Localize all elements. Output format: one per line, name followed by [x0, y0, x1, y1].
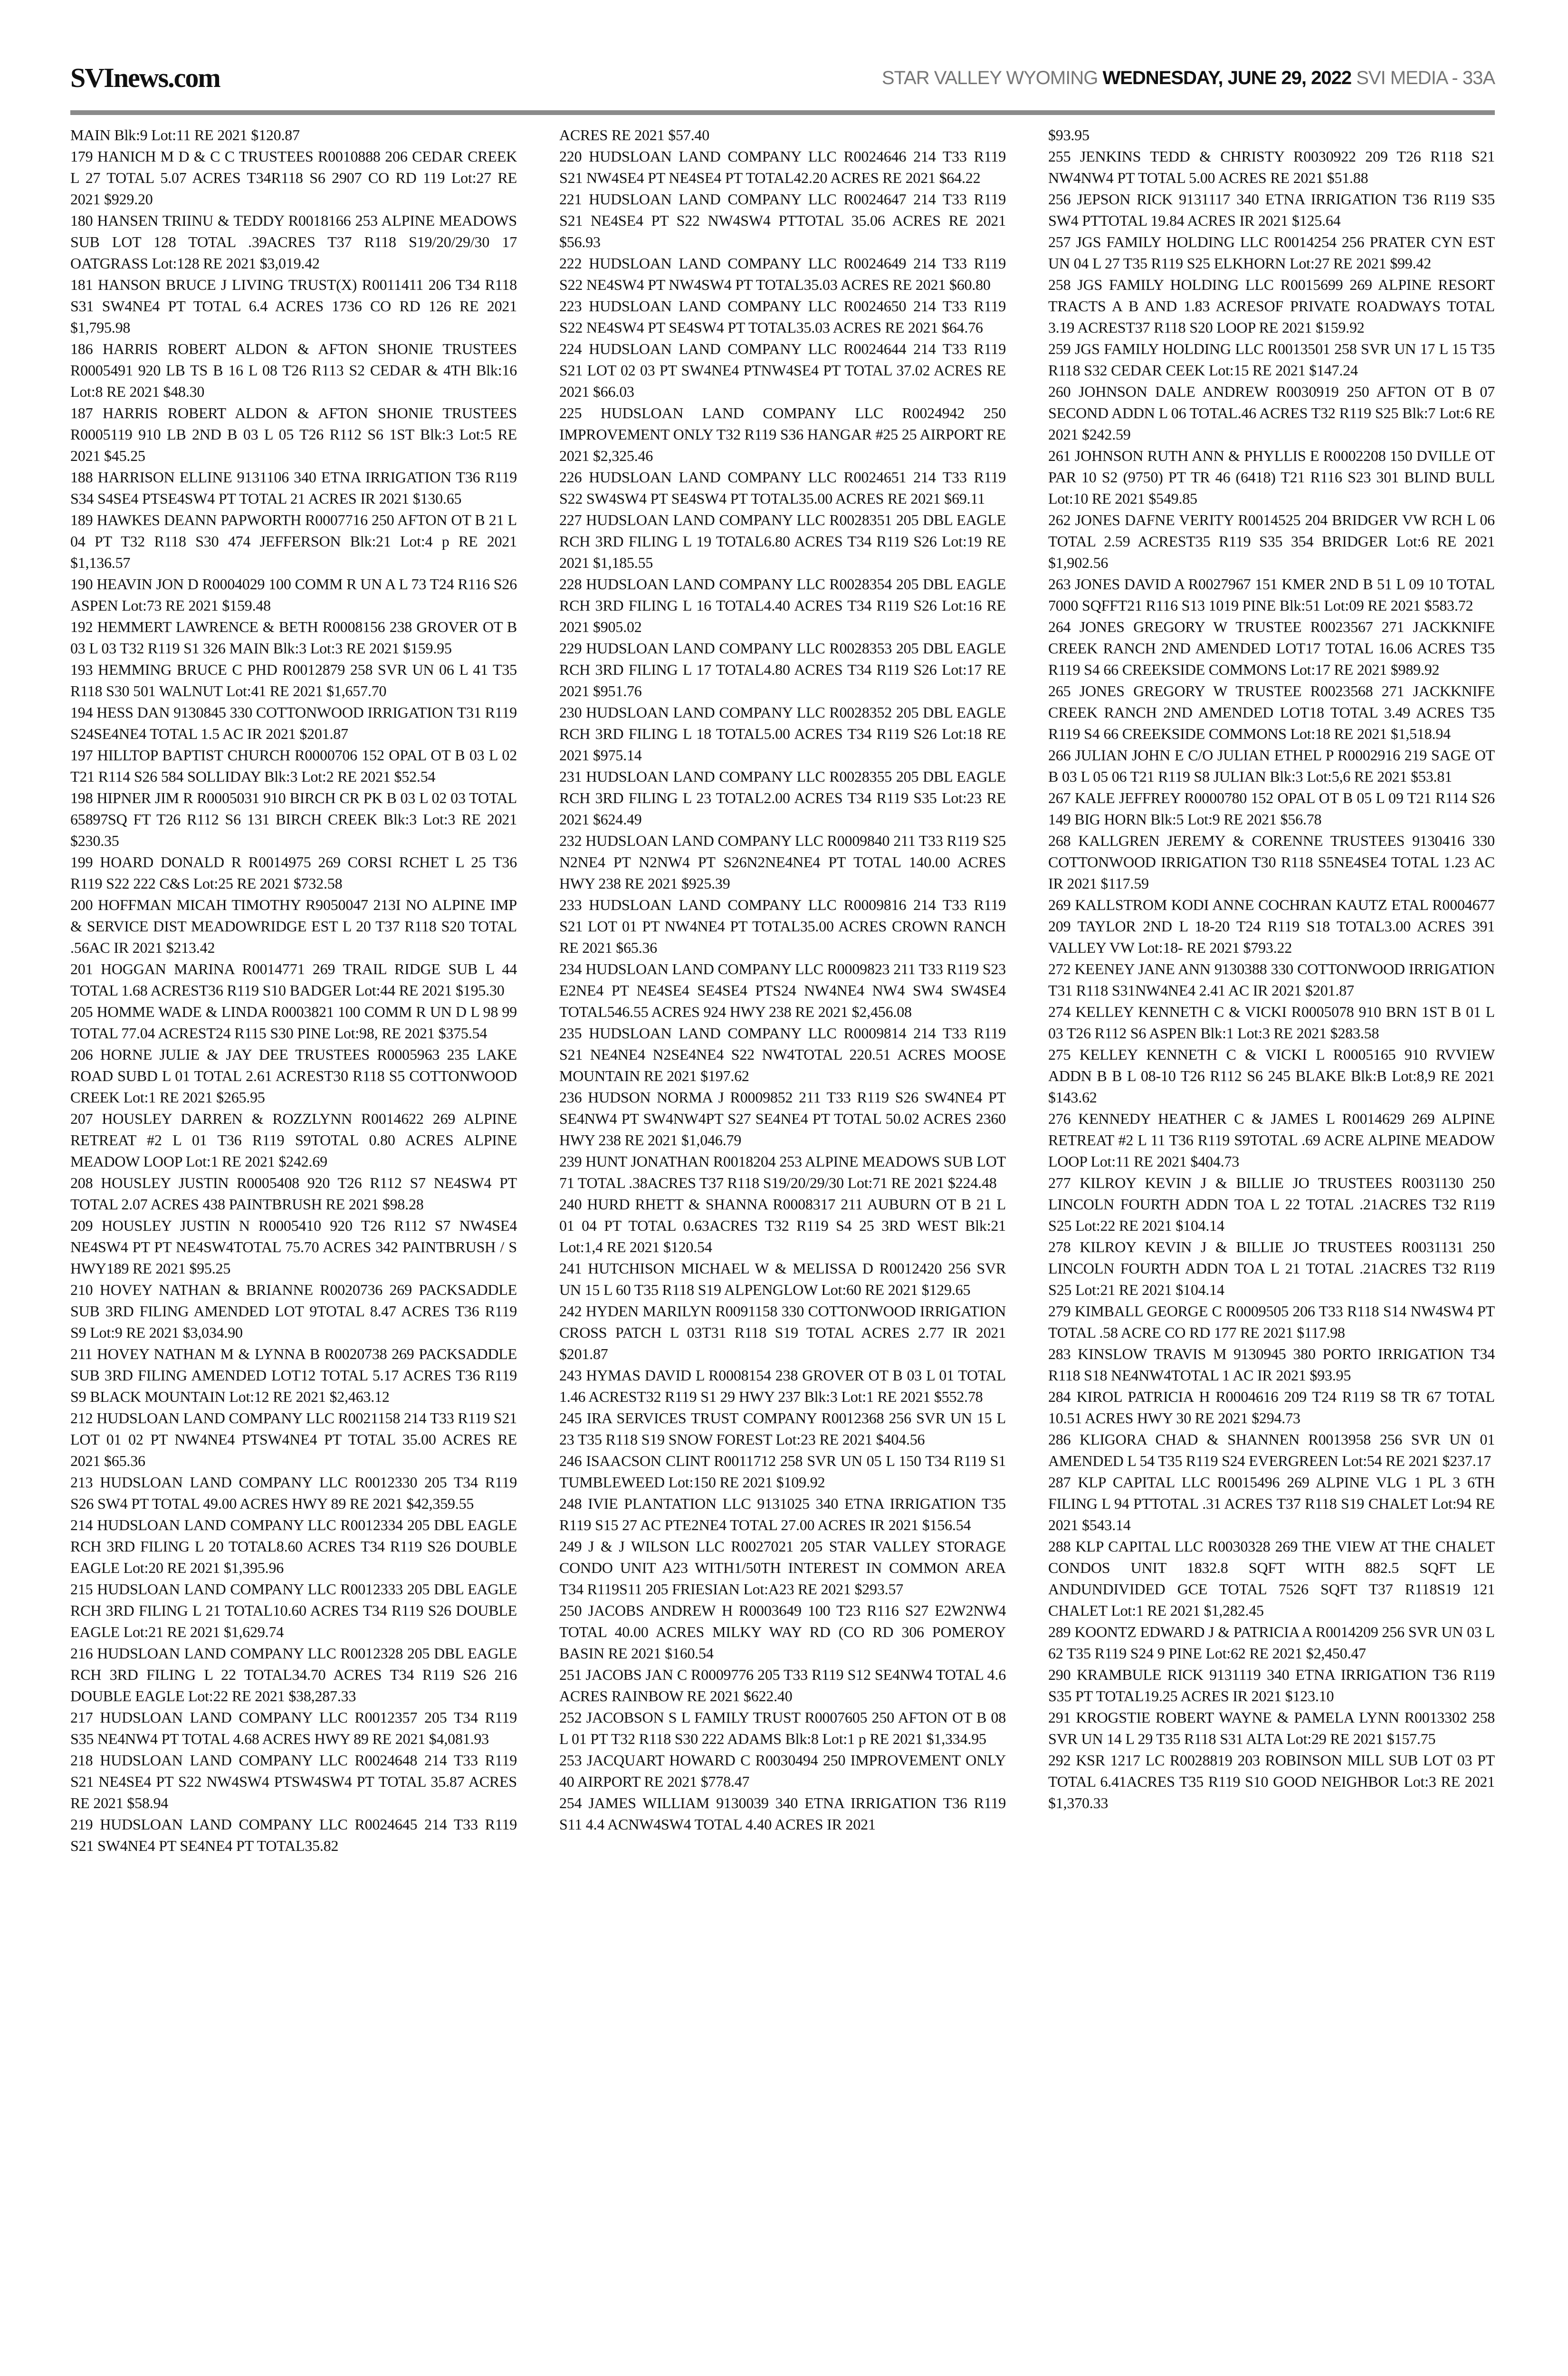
tax-listing-entry: 234 HUDSLOAN LAND COMPANY LLC R0009823 211 T33 R119 S23 E2NE4 PT NE4SE4 SE4SE4 PTS24 NW4NE4 NW4 SW4 SW4SE4 TOTAL546.55 ACRES 924 HWY 238 RE 2021 $2,456.08	[559, 960, 1006, 1020]
location: STAR VALLEY WYOMING	[881, 67, 1098, 88]
tax-listing-entry: 213 HUDSLOAN LAND COMPANY LLC R0012330 205 T34 R119 S26 SW4 PT TOTAL 49.00 ACRES HWY 89 RE 2021 $42,359.55	[70, 1474, 517, 1512]
site-name: SVInews.com	[70, 62, 220, 93]
tax-listing-entry: 197 HILLTOP BAPTIST CHURCH R0000706 152 OPAL OT B 03 L 02 T21 R114 S26 584 SOLLIDAY Blk:3 Lot:2 RE 2021 $52.54	[70, 747, 517, 785]
tax-listing-entry: 180 HANSEN TRIINU & TEDDY R0018166 253 ALPINE MEADOWS SUB LOT 128 TOTAL .39ACRES T37 R118 S19/20/29/30 17 OATGRASS Lot:128 RE 2021 $3,019.42	[70, 212, 517, 272]
column-1	[70, 125, 517, 1857]
tax-listing-entry: 289 KOONTZ EDWARD J & PATRICIA A R0014209 256 SVR UN 03 L 62 T35 R119 S24 9 PINE Lot:62 RE 2021 $2,450.47	[1048, 1623, 1495, 1662]
tax-listing-entry: 255 JENKINS TEDD & CHRISTY R0030922 209 T26 R118 S21 NW4NW4 PT TOTAL 5.00 ACRES RE 2021 $51.88	[1048, 148, 1495, 186]
tax-listing-entry: 190 HEAVIN JON D R0004029 100 COMM R UN A L 73 T24 R116 S26 ASPEN Lot:73 RE 2021 $159.48	[70, 575, 517, 614]
tax-listing-entry: 189 HAWKES DEANN PAPWORTH R0007716 250 AFTON OT B 21 L 04 PT T32 R118 S30 474 JEFFERSON Blk:21 Lot:4 p RE 2021 $1,136.57	[70, 511, 517, 571]
tax-listing-entry: 263 JONES DAVID A R0027967 151 KMER 2ND B 51 L 09 10 TOTAL 7000 SQFFT21 R116 S13 1019 PINE Blk:51 Lot:09 RE 2021 $583.72	[1048, 575, 1495, 614]
tax-listing-entry: 187 HARRIS ROBERT ALDON & AFTON SHONIE TRUSTEES R0005119 910 LB 2ND B 03 L 05 T26 R112 S6 1ST Blk:3 Lot:5 RE 2021 $45.25	[70, 404, 517, 464]
tax-listing-entry: $93.95	[1048, 126, 1090, 144]
tax-listing-entry: 256 JEPSON RICK 9131117 340 ETNA IRRIGATION T36 R119 S35 SW4 PTTOTAL 19.84 ACRES IR 2021 $125.64	[1048, 191, 1495, 229]
tax-listing-entry: 260 JOHNSON DALE ANDREW R0030919 250 AFTON OT B 07 SECOND ADDN L 06 TOTAL.46 ACRES T32 R119 S25 Blk:7 Lot:6 RE 2021 $242.59	[1048, 383, 1495, 443]
tax-listing-entry: MAIN Blk:9 Lot:11 RE 2021 $120.87	[70, 126, 300, 144]
tax-listing-entry: 287 KLP CAPITAL LLC R0015496 269 ALPINE VLG 1 PL 3 6TH FILING L 94 PTTOTAL .31 ACRES T37 R118 S19 CHALET Lot:94 RE 2021 $543.14	[1048, 1474, 1495, 1533]
tax-listing-entry: 220 HUDSLOAN LAND COMPANY LLC R0024646 214 T33 R119 S21 NW4SE4 PT NE4SE4 PT TOTAL42.20 ACRES RE 2021 $64.22	[559, 148, 1006, 186]
tax-listing-entry: 193 HEMMING BRUCE C PHD R0012879 258 SVR UN 06 L 41 T35 R118 S30 501 WALNUT Lot:41 RE 2021 $1,657.70	[70, 661, 517, 699]
tax-listing-entry: 210 HOVEY NATHAN & BRIANNE R0020736 269 PACKSADDLE SUB 3RD FILING AMENDED LOT 9TOTAL 8.47 ACRES T36 R119 S9 Lot:9 RE 2021 $3,034.90	[70, 1281, 517, 1341]
tax-listing-entry: 232 HUDSLOAN LAND COMPANY LLC R0009840 211 T33 R119 S25 N2NE4 PT N2NW4 PT S26N2NE4NE4 PT TOTAL 140.00 ACRES HWY 238 RE 2021 $925.39	[559, 832, 1006, 892]
tax-listing-entry: 235 HUDSLOAN LAND COMPANY LLC R0009814 214 T33 R119 S21 NE4NE4 N2SE4NE4 S22 NW4TOTAL 220.51 ACRES MOOSE MOUNTAIN RE 2021 $197.62	[559, 1025, 1006, 1084]
tax-listing-entry: 225 HUDSLOAN LAND COMPANY LLC R0024942 250 IMPROVEMENT ONLY T32 R119 S36 HANGAR #25 25 AIRPORT RE 2021 $2,325.46	[559, 404, 1006, 464]
tax-listing-entry: 229 HUDSLOAN LAND COMPANY LLC R0028353 205 DBL EAGLE RCH 3RD FILING L 17 TOTAL4.80 ACRES T34 R119 S26 Lot:17 RE 2021 $951.76	[559, 640, 1006, 699]
tax-listing-entry: 258 JGS FAMILY HOLDING LLC R0015699 269 ALPINE RESORT TRACTS A B AND 1.83 ACRESOF PRIVATE ROADWAYS TOTAL 3.19 ACREST37 R118 S20 LOOP RE 2021 $159.92	[1048, 276, 1495, 336]
tax-listing-entry: 186 HARRIS ROBERT ALDON & AFTON SHONIE TRUSTEES R0005491 920 LB TS B 16 L 08 T26 R113 S2 CEDAR & 4TH Blk:16 Lot:8 RE 2021 $48.30	[70, 340, 517, 400]
column-3	[1048, 125, 1495, 1857]
tax-listing-entry: 236 HUDSON NORMA J R0009852 211 T33 R119 S26 SW4NE4 PT SE4NW4 PT SW4NW4PT S27 SE4NE4 PT TOTAL 50.02 ACRES 2360 HWY 238 RE 2021 $1,046.79	[559, 1089, 1006, 1149]
tax-listing-entry: 291 KROGSTIE ROBERT WAYNE & PAMELA LYNN R0013302 258 SVR UN 14 L 29 T35 R118 S31 ALTA Lot:29 RE 2021 $157.75	[1048, 1709, 1495, 1747]
tax-listing-entry: 276 KENNEDY HEATHER C & JAMES L R0014629 269 ALPINE RETREAT #2 L 11 T36 R119 S9TOTAL .69 ACRE ALPINE MEADOW LOOP Lot:11 RE 2021 $404.73	[1048, 1110, 1495, 1170]
tax-listing-entry: 205 HOMME WADE & LINDA R0003821 100 COMM R UN D L 98 99 TOTAL 77.04 ACREST24 R115 S30 PINE Lot:98, RE 2021 $375.54	[70, 1003, 517, 1042]
tax-listing-entry: 214 HUDSLOAN LAND COMPANY LLC R0012334 205 DBL EAGLE RCH 3RD FILING L 20 TOTAL8.60 ACRES T34 R119 S26 DOUBLE EAGLE Lot:20 RE 2021 $1,395.96	[70, 1516, 517, 1576]
tax-listing-entry: 179 HANICH M D & C C TRUSTEES R0010888 206 CEDAR CREEK L 27 TOTAL 5.07 ACRES T34R118 S6 2907 CO RD 119 Lot:27 RE 2021 $929.20	[70, 148, 517, 208]
tax-listing-entry: 215 HUDSLOAN LAND COMPANY LLC R0012333 205 DBL EAGLE RCH 3RD FILING L 21 TOTAL10.60 ACRES T34 R119 S26 DOUBLE EAGLE Lot:21 RE 2021 $1,629.74	[70, 1581, 517, 1640]
tax-listing-entry: 201 HOGGAN MARINA R0014771 269 TRAIL RIDGE SUB L 44 TOTAL 1.68 ACREST36 R119 S10 BADGER Lot:44 RE 2021 $195.30	[70, 960, 517, 999]
tax-listing-entry: 248 IVIE PLANTATION LLC 9131025 340 ETNA IRRIGATION T35 R119 S15 27 AC PTE2NE4 TOTAL 27.00 ACRES IR 2021 $156.54	[559, 1495, 1006, 1533]
tax-listing-entry: 269 KALLSTROM KODI ANNE COCHRAN KAUTZ ETAL R0004677 209 TAYLOR 2ND L 18-20 T24 R119 S18 TOTAL3.00 ACRES 391 VALLEY VW Lot:18- RE 2021 $793.22	[1048, 896, 1495, 956]
tax-listing-entry: 223 HUDSLOAN LAND COMPANY LLC R0024650 214 T33 R119 S22 NE4SW4 PT SE4SW4 PT TOTAL35.03 ACRES RE 2021 $64.76	[559, 297, 1006, 336]
tax-listing-entry: 245 IRA SERVICES TRUST COMPANY R0012368 256 SVR UN 15 L 23 T35 R118 S19 SNOW FOREST Lot:23 RE 2021 $404.56	[559, 1409, 1006, 1448]
tax-listing-entry: 267 KALE JEFFREY R0000780 152 OPAL OT B 05 L 09 T21 R114 S26 149 BIG HORN Blk:5 Lot:9 RE 2021 $56.78	[1048, 789, 1495, 828]
tax-listing-entry: 206 HORNE JULIE & JAY DEE TRUSTEES R0005963 235 LAKE ROAD SUBD L 01 TOTAL 2.61 ACREST30 R118 S5 COTTONWOOD CREEK Lot:1 RE 2021 $265.95	[70, 1046, 517, 1106]
tax-listing-entry: 216 HUDSLOAN LAND COMPANY LLC R0012328 205 DBL EAGLE RCH 3RD FILING L 22 TOTAL34.70 ACRES T34 R119 S26 216 DOUBLE EAGLE Lot:22 RE 2021 $38,287.33	[70, 1645, 517, 1705]
tax-listing-entry: 277 KILROY KEVIN J & BILLIE JO TRUSTEES R0031130 250 LINCOLN FOURTH ADDN TOA L 22 TOTAL .21ACRES T32 R119 S25 Lot:22 RE 2021 $104.14	[1048, 1174, 1495, 1234]
tax-listing-entry: 243 HYMAS DAVID L R0008154 238 GROVER OT B 03 L 01 TOTAL 1.46 ACREST32 R119 S1 29 HWY 237 Blk:3 Lot:1 RE 2021 $552.78	[559, 1367, 1006, 1405]
tax-listing-entry: 246 ISAACSON CLINT R0011712 258 SVR UN 05 L 150 T34 R119 S1 TUMBLEWEED Lot:150 RE 2021 $109.92	[559, 1452, 1006, 1491]
tax-listing-entry: 222 HUDSLOAN LAND COMPANY LLC R0024649 214 T33 R119 S22 NE4SW4 PT NW4SW4 PT TOTAL35.03 ACRES RE 2021 $60.80	[559, 255, 1006, 293]
tax-listing-entry: 224 HUDSLOAN LAND COMPANY LLC R0024644 214 T33 R119 S21 LOT 02 03 PT SW4NE4 PTNW4SE4 PT TOTAL 37.02 ACRES RE 2021 $66.03	[559, 340, 1006, 400]
tax-listing-entry: 252 JACOBSON S L FAMILY TRUST R0007605 250 AFTON OT B 08 L 01 PT T32 R118 S30 222 ADAMS Blk:8 Lot:1 p RE 2021 $1,334.95	[559, 1709, 1006, 1747]
issue-date: WEDNESDAY, JUNE 29, 2022	[1102, 67, 1352, 88]
tax-listing-entry: 212 HUDSLOAN LAND COMPANY LLC R0021158 214 T33 R119 S21 LOT 01 02 PT NW4NE4 PTSW4NE4 PT TOTAL 35.00 ACRES RE 2021 $65.36	[70, 1409, 517, 1469]
tax-listing-entry: 290 KRAMBULE RICK 9131119 340 ETNA IRRIGATION T36 R119 S35 PT TOTAL19.25 ACRES IR 2021 $123.10	[1048, 1666, 1495, 1705]
tax-listing-entry: 217 HUDSLOAN LAND COMPANY LLC R0012357 205 T34 R119 S35 NE4NW4 PT TOTAL 4.68 ACRES HWY 89 RE 2021 $4,081.93	[70, 1709, 517, 1747]
tax-listing-entry: 259 JGS FAMILY HOLDING LLC R0013501 258 SVR UN 17 L 15 T35 R118 S32 CEDAR CEEK Lot:15 RE 2021 $147.24	[1048, 340, 1495, 379]
page-number: SVI MEDIA - 33A	[1356, 67, 1495, 88]
tax-listing-entry: 218 HUDSLOAN LAND COMPANY LLC R0024648 214 T33 R119 S21 NE4SE4 PT S22 NW4SW4 PTSW4SW4 PT TOTAL 35.87 ACRES RE 2021 $58.94	[70, 1752, 517, 1811]
tax-listing-entry: 257 JGS FAMILY HOLDING LLC R0014254 256 PRATER CYN EST UN 04 L 27 T35 R119 S25 ELKHORN Lot:27 RE 2021 $99.42	[1048, 233, 1495, 272]
tax-listing-entry: 219 HUDSLOAN LAND COMPANY LLC R0024645 214 T33 R119 S21 SW4NE4 PT SE4NE4 PT TOTAL35.82	[70, 1816, 517, 1854]
tax-listing-entry: 279 KIMBALL GEORGE C R0009505 206 T33 R118 S14 NW4SW4 PT TOTAL .58 ACRE CO RD 177 RE 2021 $117.98	[1048, 1303, 1495, 1341]
tax-listing-entry: 231 HUDSLOAN LAND COMPANY LLC R0028355 205 DBL EAGLE RCH 3RD FILING L 23 TOTAL2.00 ACRES T34 R119 S35 Lot:23 RE 2021 $624.49	[559, 768, 1006, 828]
tax-listing-entry: 230 HUDSLOAN LAND COMPANY LLC R0028352 205 DBL EAGLE RCH 3RD FILING L 18 TOTAL5.00 ACRES T34 R119 S26 Lot:18 RE 2021 $975.14	[559, 704, 1006, 764]
tax-listing-entry: 227 HUDSLOAN LAND COMPANY LLC R0028351 205 DBL EAGLE RCH 3RD FILING L 19 TOTAL6.80 ACRES T34 R119 S26 Lot:19 RE 2021 $1,185.55	[559, 511, 1006, 571]
tax-listing-entry: 209 HOUSLEY JUSTIN N R0005410 920 T26 R112 S7 NW4SE4 NE4SW4 PT PT NE4SW4TOTAL 75.70 ACRES 342 PAINTBRUSH / S HWY189 RE 2021 $95.25	[70, 1217, 517, 1277]
tax-listing-entry: 240 HURD RHETT & SHANNA R0008317 211 AUBURN OT B 21 L 01 04 PT TOTAL 0.63ACRES T32 R119 S4 25 3RD WEST Blk:21 Lot:1,4 RE 2021 $120.54	[559, 1196, 1006, 1255]
tax-listing-entry: 198 HIPNER JIM R R0005031 910 BIRCH CR PK B 03 L 02 03 TOTAL 65897SQ FT T26 R112 S6 131 BIRCH CREEK Blk:3 Lot:3 RE 2021 $230.35	[70, 789, 517, 849]
tax-listing-entry: 268 KALLGREN JEREMY & CORENNE TRUSTEES 9130416 330 COTTONWOOD IRRIGATION T30 R118 S5NE4SE4 TOTAL 1.23 AC IR 2021 $117.59	[1048, 832, 1495, 892]
header-rule	[70, 110, 1495, 115]
tax-listing-entry: 284 KIROL PATRICIA H R0004616 209 T24 R119 S8 TR 67 TOTAL 10.51 ACRES HWY 30 RE 2021 $294.73	[1048, 1388, 1495, 1427]
tax-listing-entry: 272 KEENEY JANE ANN 9130388 330 COTTONWOOD IRRIGATION T31 R118 S31NW4NE4 2.41 AC IR 2021 $201.87	[1048, 960, 1495, 999]
tax-listing-entry: ACRES RE 2021 $57.40	[559, 126, 710, 144]
tax-listing-entry: 262 JONES DAFNE VERITY R0014525 204 BRIDGER VW RCH L 06 TOTAL 2.59 ACREST35 R119 S35 354 BRIDGER Lot:6 RE 2021 $1,902.56	[1048, 511, 1495, 571]
tax-listing-entry: 261 JOHNSON RUTH ANN & PHYLLIS E R0002208 150 DVILLE OT PAR 10 S2 (9750) PT TR 46 (6418) T21 R116 S23 301 BLIND BULL Lot:10 RE 2021 $549.85	[1048, 447, 1495, 507]
tax-listing-entry: 265 JONES GREGORY W TRUSTEE R0023568 271 JACKKNIFE CREEK RANCH 2ND AMENDED LOT18 TOTAL 3.49 ACRES T35 R119 S4 66 CREEKSIDE COMMONS Lot:18 RE 2021 $1,518.94	[1048, 682, 1495, 742]
tax-listing-entry: 242 HYDEN MARILYN R0091158 330 COTTONWOOD IRRIGATION CROSS PATCH L 03T31 R118 S19 TOTAL ACRES 2.77 IR 2021 $201.87	[559, 1303, 1006, 1362]
tax-listing-entry: 275 KELLEY KENNETH C & VICKI L R0005165 910 RVVIEW ADDN B B L 08-10 T26 R112 S6 245 BLAKE Blk:B Lot:8,9 RE 2021 $143.62	[1048, 1046, 1495, 1106]
tax-listing-entry: 266 JULIAN JOHN E C/O JULIAN ETHEL P R0002916 219 SAGE OT B 03 L 05 06 T21 R119 S8 JULIAN Blk:3 Lot:5,6 RE 2021 $53.81	[1048, 747, 1495, 785]
tax-listing-entry: 228 HUDSLOAN LAND COMPANY LLC R0028354 205 DBL EAGLE RCH 3RD FILING L 16 TOTAL4.40 ACRES T34 R119 S26 Lot:16 RE 2021 $905.02	[559, 575, 1006, 635]
column-2	[559, 125, 1006, 1857]
tax-listing-entry: 233 HUDSLOAN LAND COMPANY LLC R0009816 214 T33 R119 S21 LOT 01 PT NW4NE4 PT TOTAL35.00 ACRES CROWN RANCH RE 2021 $65.36	[559, 896, 1006, 956]
tax-listing-entry: 254 JAMES WILLIAM 9130039 340 ETNA IRRIGATION T36 R119 S11 4.4 ACNW4SW4 TOTAL 4.40 ACRES IR 2021	[559, 1794, 1006, 1833]
tax-listing-entry: 188 HARRISON ELLINE 9131106 340 ETNA IRRIGATION T36 R119 S34 S4SE4 PTSE4SW4 PT TOTAL 21 ACRES IR 2021 $130.65	[70, 469, 517, 507]
tax-listing-entry: 288 KLP CAPITAL LLC R0030328 269 THE VIEW AT THE CHALET CONDOS UNIT 1832.8 SQFT WITH 882.5 SQFT LE ANDUNDIVIDED GCE TOTAL 7526 SQFT T37 R118S19 121 CHALET Lot:1 RE 2021 $1,282.45	[1048, 1538, 1495, 1619]
tax-listing-entry: 253 JACQUART HOWARD C R0030494 250 IMPROVEMENT ONLY 40 AIRPORT RE 2021 $778.47	[559, 1752, 1006, 1790]
tax-listing-entry: 199 HOARD DONALD R R0014975 269 CORSI RCHET L 25 T36 R119 S22 222 C&S Lot:25 RE 2021 $732.58	[70, 853, 517, 892]
tax-listing-entry: 211 HOVEY NATHAN M & LYNNA B R0020738 269 PACKSADDLE SUB 3RD FILING AMENDED LOT12 TOTAL 5.17 ACRES T36 R119 S9 BLACK MOUNTAIN Lot:12 RE 2021 $2,463.12	[70, 1345, 517, 1405]
tax-listing-entry: 292 KSR 1217 LC R0028819 203 ROBINSON MILL SUB LOT 03 PT TOTAL 6.41ACRES T35 R119 S10 GOOD NEIGHBOR Lot:3 RE 2021 $1,370.33	[1048, 1752, 1495, 1811]
tax-listing-entry: 249 J & J WILSON LLC R0027021 205 STAR VALLEY STORAGE CONDO UNIT A23 WITH1/50TH INTEREST IN COMMON AREA T34 R119S11 205 FRIESIAN Lot:A23 RE 2021 $293.57	[559, 1538, 1006, 1598]
tax-listing-entry: 194 HESS DAN 9130845 330 COTTONWOOD IRRIGATION T31 R119 S24SE4NE4 TOTAL 1.5 AC IR 2021 $201.87	[70, 704, 517, 742]
columns	[70, 125, 1495, 1857]
tax-listing-entry: 274 KELLEY KENNETH C & VICKI R0005078 910 BRN 1ST B 01 L 03 T26 R112 S6 ASPEN Blk:1 Lot:3 RE 2021 $283.58	[1048, 1003, 1495, 1042]
tax-listing-entry: 181 HANSON BRUCE J LIVING TRUST(X) R0011411 206 T34 R118 S31 SW4NE4 PT TOTAL 6.4 ACRES 1736 CO RD 126 RE 2021 $1,795.98	[70, 276, 517, 336]
tax-listing-entry: 192 HEMMERT LAWRENCE & BETH R0008156 238 GROVER OT B 03 L 03 T32 R119 S1 326 MAIN Blk:3 Lot:3 RE 2021 $159.95	[70, 618, 517, 657]
tax-listing-entry: 200 HOFFMAN MICAH TIMOTHY R9050047 213I NO ALPINE IMP & SERVICE DIST MEADOWRIDGE EST L 20 T37 R118 S20 TOTAL .56AC IR 2021 $213.42	[70, 896, 517, 956]
tax-listing-entry: 241 HUTCHISON MICHAEL W & MELISSA D R0012420 256 SVR UN 15 L 60 T35 R118 S19 ALPENGLOW Lot:60 RE 2021 $129.65	[559, 1260, 1006, 1298]
tax-listing-entry: 207 HOUSLEY DARREN & ROZZLYNN R0014622 269 ALPINE RETREAT #2 L 01 T36 R119 S9TOTAL 0.80 ACRES ALPINE MEADOW LOOP Lot:1 RE 2021 $242.69	[70, 1110, 517, 1170]
tax-listing-entry: 283 KINSLOW TRAVIS M 9130945 380 PORTO IRRIGATION T34 R118 S18 NE4NW4TOTAL 1 AC IR 2021 $93.95	[1048, 1345, 1495, 1384]
tax-listing-entry: 250 JACOBS ANDREW H R0003649 100 T23 R116 S27 E2W2NW4 TOTAL 40.00 ACRES MILKY WAY RD (CO RD 306 POMEROY BASIN RE 2021 $160.54	[559, 1602, 1006, 1662]
tax-listing-entry: 208 HOUSLEY JUSTIN R0005408 920 T26 R112 S7 NE4SW4 PT TOTAL 2.07 ACRES 438 PAINTBRUSH RE 2021 $98.28	[70, 1174, 517, 1213]
tax-listing-entry: 264 JONES GREGORY W TRUSTEE R0023567 271 JACKKNIFE CREEK RANCH 2ND AMENDED LOT17 TOTAL 16.06 ACRES T35 R119 S4 66 CREEKSIDE COMMONS Lot:17 RE 2021 $989.92	[1048, 618, 1495, 678]
dateline	[882, 67, 1495, 89]
masthead	[70, 62, 1495, 105]
tax-listing-entry: 251 JACOBS JAN C R0009776 205 T33 R119 S12 SE4NW4 TOTAL 4.6 ACRES RAINBOW RE 2021 $622.40	[559, 1666, 1006, 1705]
tax-listing-entry: 286 KLIGORA CHAD & SHANNEN R0013958 256 SVR UN 01 AMENDED L 54 T35 R119 S24 EVERGREEN Lot:54 RE 2021 $237.17	[1048, 1431, 1495, 1469]
tax-listing-entry: 278 KILROY KEVIN J & BILLIE JO TRUSTEES R0031131 250 LINCOLN FOURTH ADDN TOA L 21 TOTAL .21ACRES T32 R119 S25 Lot:21 RE 2021 $104.14	[1048, 1238, 1495, 1298]
tax-listing-entry: 239 HUNT JONATHAN R0018204 253 ALPINE MEADOWS SUB LOT 71 TOTAL .38ACRES T37 R118 S19/20/29/30 Lot:71 RE 2021 $224.48	[559, 1153, 1006, 1191]
tax-listing-entry: 226 HUDSLOAN LAND COMPANY LLC R0024651 214 T33 R119 S22 SW4SW4 PT SE4SW4 PT TOTAL35.00 ACRES RE 2021 $69.11	[559, 469, 1006, 507]
tax-listing-entry: 221 HUDSLOAN LAND COMPANY LLC R0024647 214 T33 R119 S21 NE4SE4 PT S22 NW4SW4 PTTOTAL 35.06 ACRES RE 2021 $56.93	[559, 191, 1006, 250]
